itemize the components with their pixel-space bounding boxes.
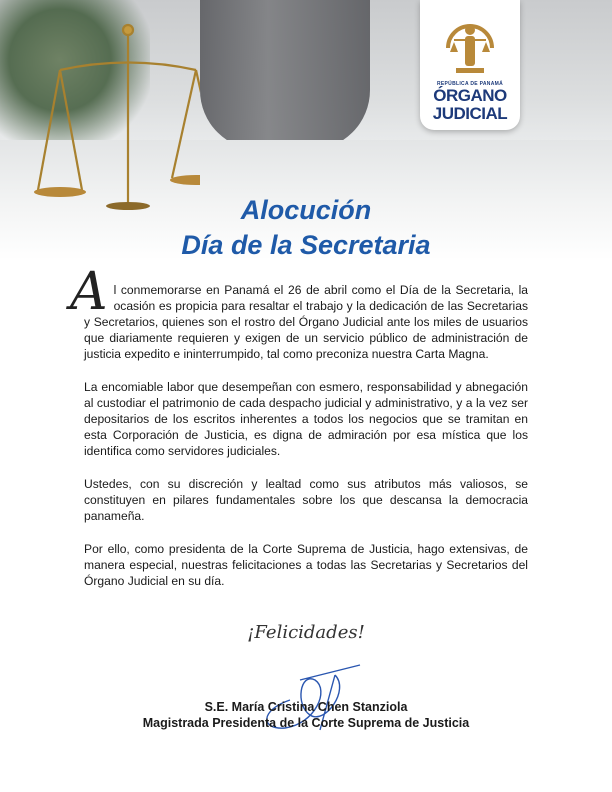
scales-of-justice-icon	[20, 10, 200, 210]
speech-body	[70, 262, 528, 606]
paragraph-1	[70, 262, 528, 362]
drop-cap: A	[70, 262, 108, 322]
signer-title: Magistrada Presidenta de la Corte Suprema de Justicia	[142, 716, 470, 730]
paragraph-2: La encomiable labor que desempeñan con esmero, responsabilidad y abnegación al custodiar el patrimonio de cada despacho judicial y administrativo, y a la vez ser depositarios de los escritos inherentes a todos los negocios que se tramitan en esta Corporación de Justicia, es digna de admiración por esa mística que los identifica como servidores judiciales.	[84, 380, 528, 458]
person-background	[200, 0, 370, 150]
logo-subtitle: REPÚBLICA DE PANAMÁ	[437, 81, 503, 87]
paragraph-3: Ustedes, con su discreción y lealtad como sus atributos más valiosos, se constituyen en pilares fundamentales sobre los que descansa la democracia panameña.	[84, 477, 528, 523]
logo-line1: ÓRGANO	[433, 86, 507, 105]
page-title: Alocución	[240, 195, 372, 225]
logo-line2: JUDICIAL	[432, 104, 508, 123]
organo-judicial-logo	[420, 0, 520, 130]
felicidades-text: ¡Felicidades!	[247, 622, 365, 643]
signer-name: S.E. María Cristina Chen Stanziola	[204, 700, 408, 714]
paragraph-4: Por ello, como presidenta de la Corte Suprema de Justicia, hago extensivas, de manera especial, nuestras felicitaciones a todas las Secretarias y Secretarios del Órgano Judicial en su día.	[84, 542, 528, 588]
justice-emblem-icon	[442, 12, 498, 78]
page-subtitle: Día de la Secretaria	[181, 230, 431, 260]
paragraph-1-text: l conmemorarse en Panamá el 26 de abril como el Día de la Secretaria, la ocasión es propicia para resaltar el trabajo y la dedicación de las Secretarias y Secretarios, quienes son el rostro del Órgano Judicial ante los miles de usuarios que diariamente requieren y exigen de un servicio público de administración de justicia expedito e ininterrumpido, tal como preconiza nuestra Carta Magna.	[84, 283, 528, 361]
